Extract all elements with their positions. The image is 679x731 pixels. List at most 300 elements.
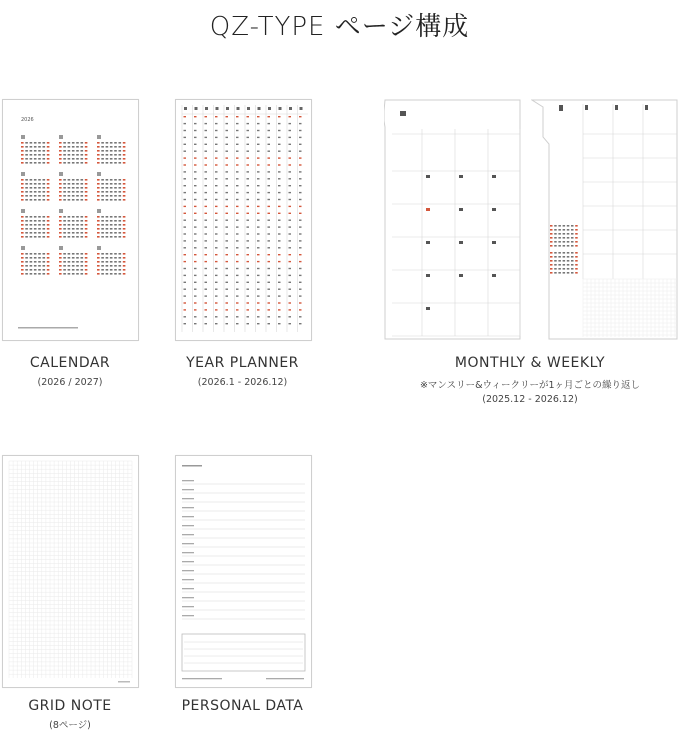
day-mark bbox=[226, 220, 229, 221]
day-mark bbox=[68, 253, 71, 255]
day-mark bbox=[247, 206, 250, 207]
day-mark bbox=[194, 199, 197, 200]
day-mark bbox=[63, 195, 66, 197]
day-number-mark bbox=[559, 105, 563, 111]
day-mark bbox=[63, 236, 66, 238]
day-mark bbox=[247, 164, 250, 165]
day-mark bbox=[97, 199, 100, 201]
month-number-mark bbox=[21, 209, 25, 213]
day-mark bbox=[59, 154, 62, 156]
day-mark bbox=[110, 191, 113, 193]
day-mark bbox=[106, 154, 109, 156]
day-mark bbox=[215, 151, 218, 152]
day-mark bbox=[247, 185, 250, 186]
day-mark bbox=[226, 268, 229, 269]
mini-day-mark bbox=[563, 233, 566, 235]
day-mark bbox=[85, 162, 88, 164]
day-mark bbox=[289, 323, 292, 324]
day-mark bbox=[236, 213, 239, 214]
field-label-mark bbox=[182, 480, 194, 481]
day-mark bbox=[114, 158, 117, 160]
day-mark bbox=[34, 224, 37, 226]
day-mark bbox=[226, 185, 229, 186]
monthly-page-thumbnail bbox=[384, 99, 520, 339]
mini-day-mark bbox=[575, 229, 578, 231]
day-mark bbox=[123, 179, 126, 181]
day-mark bbox=[21, 273, 24, 275]
field-label-mark bbox=[182, 579, 194, 580]
day-mark bbox=[43, 199, 46, 201]
day-mark bbox=[101, 269, 104, 271]
day-mark bbox=[101, 220, 104, 222]
day-mark bbox=[47, 191, 50, 193]
day-mark bbox=[194, 171, 197, 172]
mini-day-mark bbox=[550, 272, 553, 274]
day-mark bbox=[34, 261, 37, 263]
day-mark bbox=[43, 216, 46, 218]
day-mark bbox=[110, 195, 113, 197]
day-mark bbox=[278, 254, 281, 255]
day-mark bbox=[110, 253, 113, 255]
day-mark bbox=[278, 116, 281, 117]
day-mark bbox=[110, 154, 113, 156]
day-mark bbox=[43, 183, 46, 185]
day-mark bbox=[278, 323, 281, 324]
day-mark bbox=[205, 309, 208, 310]
day-mark bbox=[110, 199, 113, 201]
day-mark bbox=[257, 226, 260, 227]
day-mark bbox=[63, 162, 66, 164]
day-mark bbox=[76, 232, 79, 234]
day-mark bbox=[85, 154, 88, 156]
field-label-mark bbox=[182, 516, 194, 517]
day-mark bbox=[123, 199, 126, 201]
day-mark bbox=[184, 192, 187, 193]
day-mark bbox=[184, 323, 187, 324]
day-mark bbox=[289, 295, 292, 296]
weekly-page-thumbnail bbox=[531, 99, 677, 339]
day-mark bbox=[184, 137, 187, 138]
day-mark bbox=[236, 254, 239, 255]
day-mark bbox=[114, 146, 117, 148]
footer-mark bbox=[266, 678, 304, 679]
day-mark bbox=[101, 195, 104, 197]
day-mark bbox=[257, 323, 260, 324]
day-mark bbox=[101, 187, 104, 189]
day-mark bbox=[184, 233, 187, 234]
day-mark bbox=[43, 150, 46, 152]
day-mark bbox=[47, 183, 50, 185]
day-mark bbox=[299, 199, 302, 200]
day-mark bbox=[34, 183, 37, 185]
day-mark bbox=[299, 116, 302, 117]
day-mark bbox=[114, 199, 117, 201]
day-mark bbox=[215, 316, 218, 317]
day-mark bbox=[236, 226, 239, 227]
day-mark bbox=[194, 268, 197, 269]
day-mark bbox=[106, 216, 109, 218]
day-mark bbox=[43, 195, 46, 197]
day-mark bbox=[123, 162, 126, 164]
day-mark bbox=[236, 171, 239, 172]
day-mark bbox=[205, 240, 208, 241]
day-mark bbox=[34, 236, 37, 238]
day-mark bbox=[247, 157, 250, 158]
day-mark bbox=[21, 187, 24, 189]
day-mark bbox=[76, 273, 79, 275]
day-mark bbox=[43, 257, 46, 259]
day-mark bbox=[47, 220, 50, 222]
day-mark bbox=[25, 261, 28, 263]
mini-day-mark bbox=[554, 225, 557, 227]
day-mark bbox=[257, 213, 260, 214]
day-mark bbox=[101, 228, 104, 230]
day-mark bbox=[76, 183, 79, 185]
day-mark bbox=[114, 228, 117, 230]
day-mark bbox=[81, 183, 84, 185]
mini-day-mark bbox=[550, 256, 553, 258]
day-mark bbox=[278, 213, 281, 214]
day-mark bbox=[194, 213, 197, 214]
day-mark bbox=[106, 232, 109, 234]
day-mark bbox=[34, 191, 37, 193]
day-mark bbox=[247, 323, 250, 324]
day-mark bbox=[119, 224, 122, 226]
day-mark bbox=[299, 226, 302, 227]
day-mark bbox=[63, 265, 66, 267]
day-mark bbox=[106, 220, 109, 222]
day-mark bbox=[21, 150, 24, 152]
day-mark bbox=[299, 289, 302, 290]
day-mark bbox=[299, 302, 302, 303]
day-mark bbox=[257, 171, 260, 172]
day-mark bbox=[38, 224, 41, 226]
day-mark bbox=[97, 261, 100, 263]
day-mark bbox=[205, 289, 208, 290]
day-mark bbox=[236, 240, 239, 241]
day-mark bbox=[110, 224, 113, 226]
day-mark bbox=[119, 257, 122, 259]
day-mark bbox=[123, 154, 126, 156]
day-mark bbox=[43, 269, 46, 271]
day-mark bbox=[34, 150, 37, 152]
day-mark bbox=[30, 269, 33, 271]
day-mark bbox=[205, 254, 208, 255]
day-mark bbox=[110, 232, 113, 234]
day-mark bbox=[38, 253, 41, 255]
day-mark bbox=[268, 261, 271, 262]
day-mark bbox=[110, 220, 113, 222]
day-mark bbox=[114, 253, 117, 255]
day-mark bbox=[25, 191, 28, 193]
day-mark bbox=[215, 171, 218, 172]
day-mark bbox=[72, 179, 75, 181]
day-mark bbox=[184, 309, 187, 310]
day-mark bbox=[81, 142, 84, 144]
day-mark bbox=[47, 187, 50, 189]
day-mark bbox=[205, 137, 208, 138]
day-mark bbox=[123, 269, 126, 271]
day-mark bbox=[205, 130, 208, 131]
day-mark bbox=[30, 236, 33, 238]
day-mark bbox=[299, 261, 302, 262]
day-mark bbox=[278, 240, 281, 241]
day-mark bbox=[59, 199, 62, 201]
mini-day-mark bbox=[554, 268, 557, 270]
month-number-mark bbox=[59, 135, 63, 139]
day-mark bbox=[101, 146, 104, 148]
day-mark bbox=[72, 273, 75, 275]
day-mark bbox=[47, 232, 50, 234]
day-mark bbox=[289, 316, 292, 317]
mini-day-mark bbox=[563, 268, 566, 270]
day-mark bbox=[257, 164, 260, 165]
month-header-mark bbox=[226, 107, 229, 110]
date-mark bbox=[459, 175, 463, 178]
day-mark bbox=[63, 232, 66, 234]
day-mark bbox=[194, 116, 197, 117]
day-mark bbox=[278, 316, 281, 317]
day-mark bbox=[119, 142, 122, 144]
month-number-mark bbox=[21, 246, 25, 250]
day-mark bbox=[43, 228, 46, 230]
day-mark bbox=[268, 220, 271, 221]
day-mark bbox=[205, 233, 208, 234]
day-mark bbox=[101, 273, 104, 275]
mini-day-mark bbox=[567, 229, 570, 231]
day-mark bbox=[68, 199, 71, 201]
day-mark bbox=[68, 265, 71, 267]
day-mark bbox=[205, 185, 208, 186]
day-mark bbox=[205, 247, 208, 248]
personal-data-illustration bbox=[176, 456, 311, 687]
day-mark bbox=[289, 171, 292, 172]
day-mark bbox=[123, 236, 126, 238]
day-mark bbox=[184, 178, 187, 179]
day-mark bbox=[110, 261, 113, 263]
calendar-sub: (2026 / 2027) bbox=[37, 377, 103, 388]
monthly-weekly-label: MONTHLY & WEEKLY bbox=[454, 355, 606, 371]
day-mark bbox=[205, 151, 208, 152]
day-mark bbox=[47, 146, 50, 148]
day-mark bbox=[194, 309, 197, 310]
day-mark bbox=[268, 316, 271, 317]
day-mark bbox=[34, 195, 37, 197]
day-mark bbox=[68, 154, 71, 156]
day-mark bbox=[72, 228, 75, 230]
day-mark bbox=[299, 151, 302, 152]
day-mark bbox=[119, 236, 122, 238]
day-mark bbox=[289, 268, 292, 269]
day-mark bbox=[236, 130, 239, 131]
day-mark bbox=[85, 265, 88, 267]
month-header-mark bbox=[268, 107, 271, 110]
day-mark bbox=[47, 216, 50, 218]
day-mark bbox=[34, 269, 37, 271]
day-mark bbox=[38, 269, 41, 271]
day-mark bbox=[114, 142, 117, 144]
day-mark bbox=[226, 247, 229, 248]
day-mark bbox=[226, 206, 229, 207]
day-mark bbox=[119, 253, 122, 255]
day-mark bbox=[63, 216, 66, 218]
day-mark bbox=[215, 295, 218, 296]
day-mark bbox=[38, 142, 41, 144]
day-mark bbox=[25, 269, 28, 271]
day-mark bbox=[247, 137, 250, 138]
day-mark bbox=[215, 289, 218, 290]
month-header-mark bbox=[184, 107, 187, 110]
day-mark bbox=[81, 158, 84, 160]
calendar-label: CALENDAR bbox=[29, 355, 111, 371]
day-mark bbox=[299, 220, 302, 221]
day-mark bbox=[299, 213, 302, 214]
day-mark bbox=[278, 247, 281, 248]
day-mark bbox=[81, 220, 84, 222]
day-mark bbox=[63, 261, 66, 263]
day-mark bbox=[76, 236, 79, 238]
day-mark bbox=[43, 265, 46, 267]
mini-day-mark bbox=[571, 237, 574, 239]
day-mark bbox=[30, 162, 33, 164]
day-mark bbox=[123, 191, 126, 193]
day-mark bbox=[114, 273, 117, 275]
day-mark bbox=[184, 295, 187, 296]
day-mark bbox=[63, 273, 66, 275]
day-mark bbox=[236, 144, 239, 145]
mini-day-mark bbox=[563, 264, 566, 266]
day-mark bbox=[268, 130, 271, 131]
day-mark bbox=[21, 195, 24, 197]
date-mark bbox=[426, 274, 430, 277]
day-mark bbox=[114, 216, 117, 218]
day-mark bbox=[72, 269, 75, 271]
day-mark bbox=[25, 183, 28, 185]
day-mark bbox=[21, 269, 24, 271]
day-mark bbox=[194, 302, 197, 303]
day-mark bbox=[34, 179, 37, 181]
day-mark bbox=[25, 187, 28, 189]
day-mark bbox=[289, 116, 292, 117]
day-mark bbox=[97, 162, 100, 164]
mini-day-mark bbox=[571, 241, 574, 243]
day-mark bbox=[236, 295, 239, 296]
day-mark bbox=[226, 233, 229, 234]
day-mark bbox=[85, 158, 88, 160]
day-mark bbox=[68, 146, 71, 148]
month-header-mark bbox=[195, 107, 198, 110]
footer-mark bbox=[182, 678, 222, 679]
day-mark bbox=[110, 269, 113, 271]
day-mark bbox=[205, 261, 208, 262]
day-mark bbox=[247, 178, 250, 179]
day-mark bbox=[34, 228, 37, 230]
day-mark bbox=[114, 224, 117, 226]
day-mark bbox=[30, 261, 33, 263]
day-mark bbox=[21, 179, 24, 181]
day-mark bbox=[59, 158, 62, 160]
day-mark bbox=[184, 226, 187, 227]
day-mark bbox=[110, 187, 113, 189]
day-mark bbox=[299, 164, 302, 165]
day-mark bbox=[215, 247, 218, 248]
day-mark bbox=[21, 199, 24, 201]
day-mark bbox=[76, 269, 79, 271]
day-mark bbox=[34, 265, 37, 267]
mini-day-mark bbox=[554, 245, 557, 247]
day-mark bbox=[278, 192, 281, 193]
mini-day-mark bbox=[550, 229, 553, 231]
day-mark bbox=[97, 146, 100, 148]
day-mark bbox=[21, 146, 24, 148]
day-mark bbox=[184, 302, 187, 303]
mini-day-mark bbox=[575, 252, 578, 254]
mini-day-mark bbox=[567, 233, 570, 235]
day-mark bbox=[257, 254, 260, 255]
calendar-illustration bbox=[3, 100, 138, 340]
mini-day-mark bbox=[567, 260, 570, 262]
field-label-mark bbox=[182, 597, 194, 598]
year-planner-illustration bbox=[176, 100, 311, 340]
day-mark bbox=[106, 179, 109, 181]
day-mark bbox=[21, 232, 24, 234]
day-mark bbox=[257, 123, 260, 124]
day-mark bbox=[268, 199, 271, 200]
day-mark bbox=[30, 158, 33, 160]
footer-mark bbox=[18, 327, 78, 329]
day-mark bbox=[205, 213, 208, 214]
day-mark bbox=[72, 142, 75, 144]
personal-data-label: PERSONAL DATA bbox=[181, 698, 304, 714]
day-mark bbox=[299, 123, 302, 124]
day-mark bbox=[278, 206, 281, 207]
day-mark bbox=[257, 185, 260, 186]
day-mark bbox=[72, 158, 75, 160]
day-mark bbox=[226, 323, 229, 324]
day-mark bbox=[76, 220, 79, 222]
day-mark bbox=[114, 191, 117, 193]
grid-note-page-thumbnail bbox=[2, 455, 139, 688]
day-mark bbox=[278, 164, 281, 165]
day-mark bbox=[43, 220, 46, 222]
day-mark bbox=[236, 123, 239, 124]
day-mark bbox=[97, 220, 100, 222]
month-number-mark bbox=[59, 246, 63, 250]
day-mark bbox=[68, 257, 71, 259]
day-mark bbox=[101, 183, 104, 185]
day-mark bbox=[205, 199, 208, 200]
day-mark bbox=[194, 137, 197, 138]
day-mark bbox=[247, 268, 250, 269]
day-mark bbox=[30, 199, 33, 201]
day-mark bbox=[30, 257, 33, 259]
day-mark bbox=[101, 199, 104, 201]
day-mark bbox=[59, 261, 62, 263]
day-mark bbox=[85, 187, 88, 189]
day-mark bbox=[247, 316, 250, 317]
day-mark bbox=[278, 144, 281, 145]
day-mark bbox=[119, 162, 122, 164]
day-mark bbox=[30, 191, 33, 193]
day-mark bbox=[110, 265, 113, 267]
day-mark bbox=[184, 185, 187, 186]
day-mark bbox=[85, 273, 88, 275]
day-mark bbox=[184, 282, 187, 283]
day-mark bbox=[21, 158, 24, 160]
day-mark bbox=[101, 150, 104, 152]
day-mark bbox=[59, 232, 62, 234]
day-mark bbox=[268, 247, 271, 248]
